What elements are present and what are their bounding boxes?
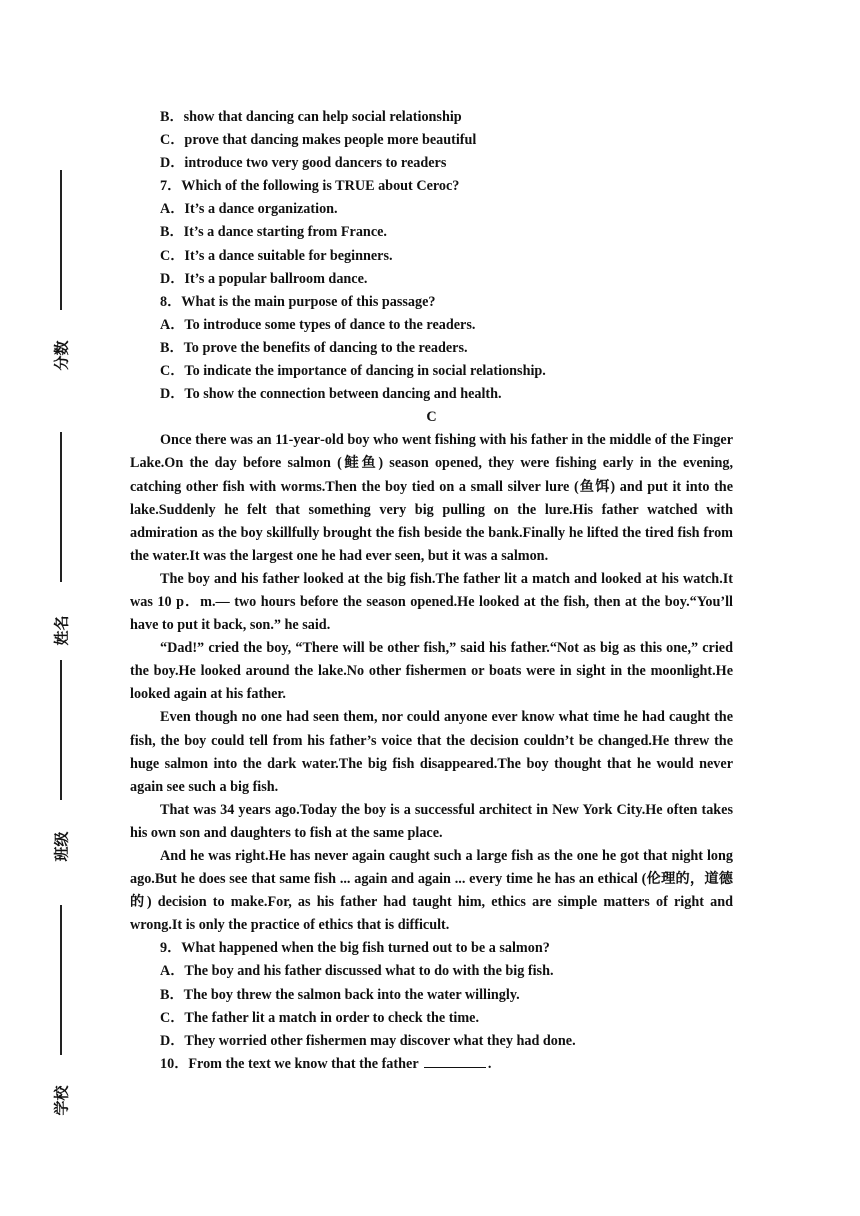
section-heading: C: [426, 409, 437, 426]
question-8-option-c: C．To indicate the importance of dancing in social relationship.: [160, 363, 546, 380]
cut-line-3: [60, 660, 62, 800]
question-10: [130, 1053, 733, 1076]
question-8-stem: 8．What is the main purpose of this passage?: [160, 293, 436, 310]
option-c: C．prove that dancing makes people more beautiful: [160, 132, 477, 149]
school-label: 学校: [52, 1085, 71, 1116]
score-label: 分数: [52, 340, 71, 371]
question-9-option-a: A．The boy and his father discussed what to do with the big fish.: [160, 963, 554, 980]
cut-line-2: [60, 432, 62, 582]
cut-line-4: [60, 905, 62, 1055]
cut-line-1: [60, 170, 62, 310]
passage-paragraph: The boy and his father looked at the big fish.The father lit a match and looked at his watch.It was 10 p．m.— two hours before the season opened.He looked at the fish, then at the boy.“You’ll have to put it back, son.” he said.: [130, 570, 733, 634]
question-9-stem: 9．What happened when the big fish turned out to be a salmon?: [160, 940, 550, 957]
question-8-option-a: A．To introduce some types of dance to the readers.: [160, 316, 476, 333]
option-b: B．show that dancing can help social relationship: [160, 109, 462, 125]
question-7-option-b: B．It’s a dance starting from France.: [160, 224, 387, 241]
name-label: 姓名: [52, 615, 71, 646]
question-7-stem: 7．Which of the following is TRUE about Ceroc?: [160, 178, 460, 195]
question-8-option-d: D．To show the connection between dancing and health.: [160, 386, 502, 403]
question-7-option-a: A．It’s a dance organization.: [160, 201, 338, 218]
option-d: D．introduce two very good dancers to readers: [160, 155, 447, 172]
question-7-option-c: C．It’s a dance suitable for beginners.: [160, 247, 393, 264]
binding-margin: [44, 160, 78, 1120]
passage-paragraph: Even though no one had seen them, nor could anyone ever know what time he had caught the fish, the boy could tell from his father’s voice that the decision couldn’t be changed.He threw the huge salmon into the dark water.The big fish disappeared.The boy thought that he would never again see such a big fish.: [130, 709, 733, 795]
question-7-option-d: D．It’s a popular ballroom dance.: [160, 270, 368, 287]
question-9-option-b: B．The boy threw the salmon back into the water willingly.: [160, 986, 520, 1003]
passage-paragraph: That was 34 years ago.Today the boy is a successful architect in New York City.He often takes his own son and daughters to fish at the same place.: [130, 801, 733, 841]
question-10-end: .: [487, 1055, 492, 1072]
answer-blank[interactable]: [424, 1055, 486, 1068]
passage-paragraph: “Dad!” cried the boy, “There will be other fish,” said his father.“Not as big as this one,” cried the boy.He looked around the lake.No other fishermen or boats were in sight in the moonlight.He looked again at his father.: [130, 640, 733, 703]
question-8-option-b: B．To prove the benefits of dancing to the readers.: [160, 339, 468, 356]
passage-paragraph: Once there was an 11‑year‑old boy who went fishing with his father in the middle of the Finger Lake.On the day before salmon (鲑鱼) season opened, they were fishing early in the evening, catching other fish with worms.Then the boy tied on a small silver lure (鱼饵) and put it into the lake.Suddenly he felt that something very big pulling on the lure.His father watched with admiration as the boy skillfully brought the fish beside the bank.Finally he lifted the tired fish from the water.It was the largest one he had ever seen, but it was a salmon.: [130, 432, 733, 564]
page-content: [130, 106, 733, 1076]
class-label: 班级: [52, 831, 71, 862]
question-9-option-c: C．The father lit a match in order to check the time.: [160, 1009, 480, 1026]
question-10-stem: 10．From the text we know that the father: [160, 1055, 419, 1072]
passage-paragraph: And he was right.He has never again caught such a large fish as the one he got that night long ago.But he does see that same fish ... again and again ... every time he has an ethical (伦理的，道德的) decision to make.For, as his father had taught him, ethics are simple matters of right and wrong.It is only the practice of ethics that is difficult.: [130, 848, 733, 934]
question-9-option-d: D．They worried other fishermen may discover what they had done.: [160, 1032, 576, 1049]
